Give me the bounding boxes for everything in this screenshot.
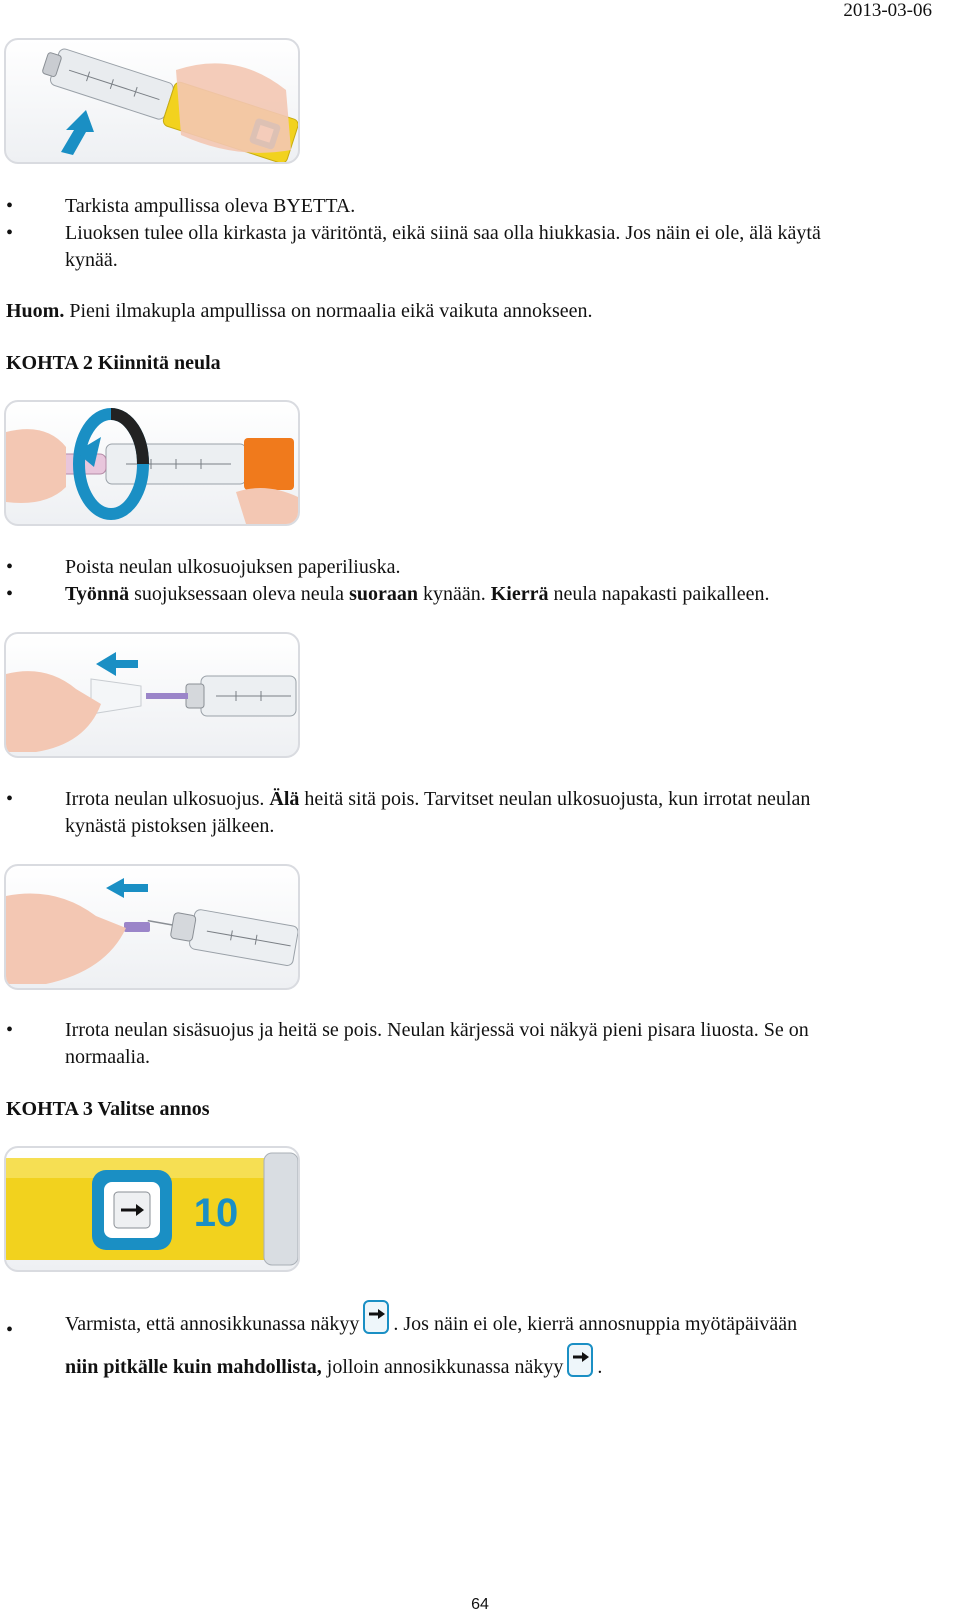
text-segment: neula napakasti paikalleen. (548, 583, 770, 605)
figure-remove-inner-cap (4, 864, 300, 990)
figure-remove-outer-cap (4, 632, 300, 758)
emphasis-turn: Kierrä (490, 583, 549, 605)
bullet-remove-outer-cap (65, 789, 810, 809)
text-segment: jolloin annosikkunassa näkyy (321, 1356, 564, 1378)
text-segment: . (597, 1356, 603, 1378)
figure-dose-window (4, 1146, 300, 1272)
bullet-marker: • (6, 583, 14, 605)
bullet-marker: • (6, 195, 14, 217)
note-paragraph (6, 301, 593, 321)
emphasis-dont: Älä (269, 788, 300, 810)
bullet-marker: • (6, 556, 14, 578)
text-segment: kynään. (417, 583, 491, 605)
bullet-remove-paper: Poista neulan ulkosuojuksen paperiliuska. (65, 556, 401, 578)
bullet-verify-dose-window-cont (65, 1343, 602, 1391)
bullet-verify-dose-window (65, 1300, 797, 1348)
arrow-dose-icon (363, 1300, 389, 1334)
emphasis-push: Työnnä (65, 583, 130, 605)
note-text: Pieni ilmakupla ampullissa on normaalia eikä vaikuta annokseen. (64, 300, 593, 322)
note-label: Huom. (6, 300, 65, 322)
bullet-check-cartridge: Tarkista ampullissa oleva BYETTA. (65, 195, 356, 217)
bullet-marker: • (6, 1319, 14, 1341)
text-segment: suojuksessaan oleva neula (129, 583, 350, 605)
heading-step-3: KOHTA 3 Valitse annos (6, 1098, 210, 1120)
bullet-solution-clear-cont: kynää. (65, 249, 118, 271)
bullet-remove-inner-cap: Irrota neulan sisäsuojus ja heitä se pois. Neulan kärjessä voi näkyä pieni pisara liuosta. Se on (65, 1019, 809, 1041)
bullet-remove-inner-cap-cont: normaalia. (65, 1046, 150, 1068)
emphasis-as-far: niin pitkälle kuin mahdollista, (65, 1356, 322, 1378)
arrow-dose-icon (567, 1343, 593, 1377)
text-segment: Irrota neulan ulkosuojus. (65, 788, 270, 810)
text-segment: Varmista, että annosikkunassa näkyy (65, 1313, 360, 1335)
text-segment: heitä sitä pois. Tarvitset neulan ulkosuojusta, kun irrotat neulan (299, 788, 811, 810)
bullet-push-needle (65, 584, 770, 604)
document-date: 2013-03-06 (843, 0, 932, 21)
heading-step-2: KOHTA 2 Kiinnitä neula (6, 352, 221, 374)
figure-attach-needle (4, 400, 300, 526)
bullet-marker: • (6, 222, 14, 244)
page-number: 64 (471, 1596, 489, 1613)
text-segment: . Jos näin ei ole, kierrä annosnuppia myötäpäivään (393, 1313, 798, 1335)
emphasis-straight: suoraan (349, 583, 418, 605)
bullet-marker: • (6, 788, 14, 810)
bullet-remove-outer-cap-cont: kynästä pistoksen jälkeen. (65, 815, 275, 837)
bullet-solution-clear: Liuoksen tulee olla kirkasta ja väritöntä, eikä siinä saa olla hiukkasia. Jos näin ei ole, älä käytä (65, 222, 821, 244)
figure-check-cartridge (4, 38, 300, 164)
bullet-marker: • (6, 1019, 14, 1041)
dose-number: 10 (193, 1191, 239, 1235)
